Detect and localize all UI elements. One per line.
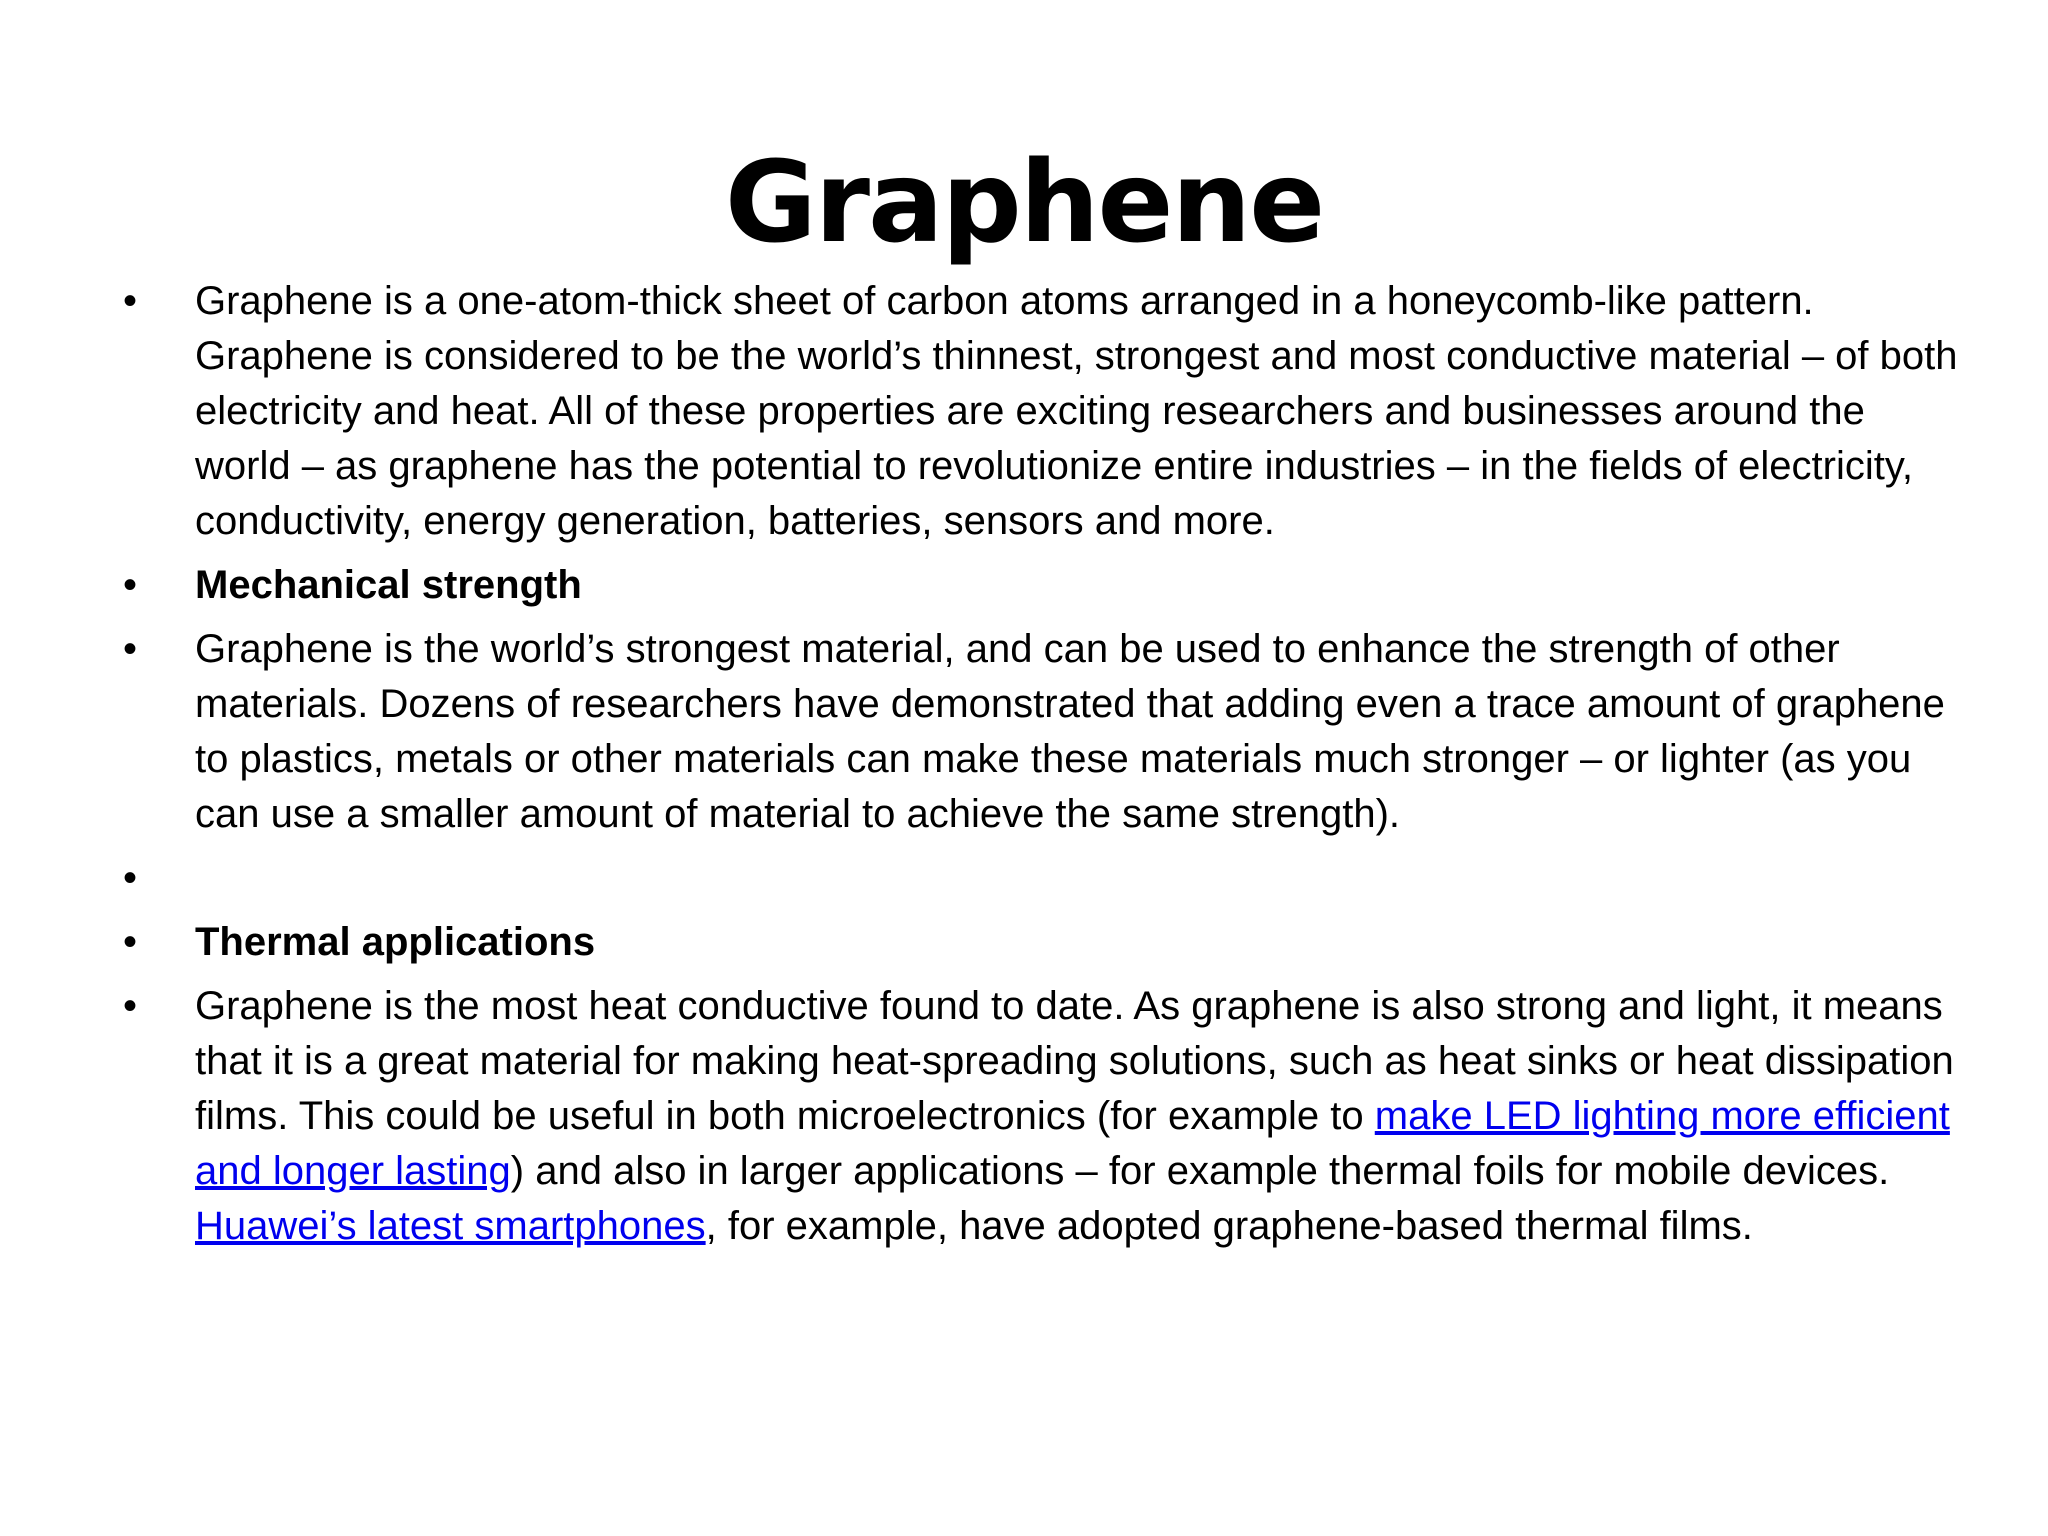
- bullet-icon: •: [123, 984, 138, 1028]
- bullet-icon: •: [123, 279, 138, 323]
- list-item: [120, 979, 1960, 1254]
- list-item: [120, 622, 1960, 842]
- slide-title: Graphene: [724, 138, 1324, 268]
- led-lighting-link[interactable]: make LED lighting more efficient and longer lasting: [195, 1094, 1950, 1193]
- section-heading-thermal-applications: Thermal applications: [195, 920, 596, 964]
- huawei-smartphones-link[interactable]: Huawei’s latest smartphones: [195, 1204, 706, 1248]
- thermal-paragraph: [195, 984, 1954, 1248]
- bullet-icon: •: [123, 920, 138, 964]
- list-item: [120, 274, 1960, 549]
- list-item: [120, 915, 1960, 970]
- bullet-icon: •: [123, 627, 138, 671]
- intro-paragraph: Graphene is a one-atom-thick sheet of carbon atoms arranged in a honeycomb-like pattern. Graphene is considered to be the world’s thinnest, strongest and most conductive material – of both electricity and heat. All of these properties are exciting researchers and businesses around the world – as graphene has the potential to revolutionize entire industries – in the fields of electricity, conductivity, energy generation, batteries, sensors and more.: [195, 279, 1958, 543]
- section-heading-mechanical-strength: Mechanical strength: [195, 563, 582, 607]
- mechanical-strength-paragraph: Graphene is the world’s strongest material, and can be used to enhance the strength of other materials. Dozens of researchers have demonstrated that adding even a trace amount of graphene to plastics, metals or other materials can make these materials much stronger – or lighter (as you can use a smaller amount of material to achieve the same strength).: [195, 627, 1945, 836]
- thermal-text-part-3: , for example, have adopted graphene-based thermal films.: [705, 1204, 1753, 1248]
- bullet-icon: •: [123, 563, 138, 607]
- bullet-icon: •: [123, 856, 138, 900]
- list-item: [120, 851, 1960, 906]
- thermal-text-part-1: Graphene is the most heat conductive found to date. As graphene is also strong and light, it means that it is a great material for making heat-spreading solutions, such as heat sinks or heat dissipation films. This could be useful in both microelectronics (for example to: [195, 984, 1954, 1138]
- bullet-list: [120, 274, 1960, 1263]
- thermal-text-part-2: ) and also in larger applications – for example thermal foils for mobile devices.: [510, 1149, 1890, 1193]
- list-item: [120, 558, 1960, 613]
